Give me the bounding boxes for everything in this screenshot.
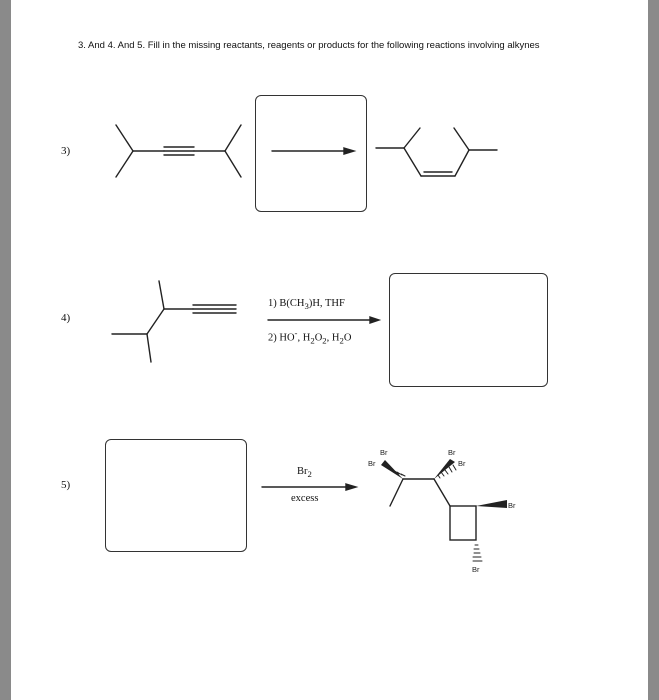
question-4-reagent-step-2: 2) HO-, $H_2O_2$, $H_2O$ — [268, 328, 352, 346]
question-3-number: 3) — [61, 145, 71, 157]
bromine-label-6: Br — [472, 565, 480, 574]
question-5-reagent-bromine: $Br_2$ — [297, 466, 312, 480]
question-3-answer-box[interactable] — [255, 95, 367, 212]
bromine-label-1: Br — [380, 448, 388, 457]
bromine-label-2: Br — [368, 459, 376, 468]
bromine-label-4: Br — [458, 459, 466, 468]
question-4-reagent-step-1: 1) $B(CH_3)H$, THF — [268, 298, 345, 312]
question-5-number: 5) — [61, 479, 71, 491]
question-5-answer-box[interactable] — [105, 439, 247, 552]
bromine-label-3: Br — [448, 448, 456, 457]
question-4-number: 4) — [61, 312, 71, 324]
question-4-answer-box[interactable] — [389, 273, 548, 387]
question-5-reagent-excess: excess — [291, 493, 319, 504]
page-title: 3. And 4. And 5. Fill in the missing reactants, reagents or products for the following reactions involving alkynes — [78, 40, 540, 51]
bromine-label-5: Br — [508, 501, 516, 510]
